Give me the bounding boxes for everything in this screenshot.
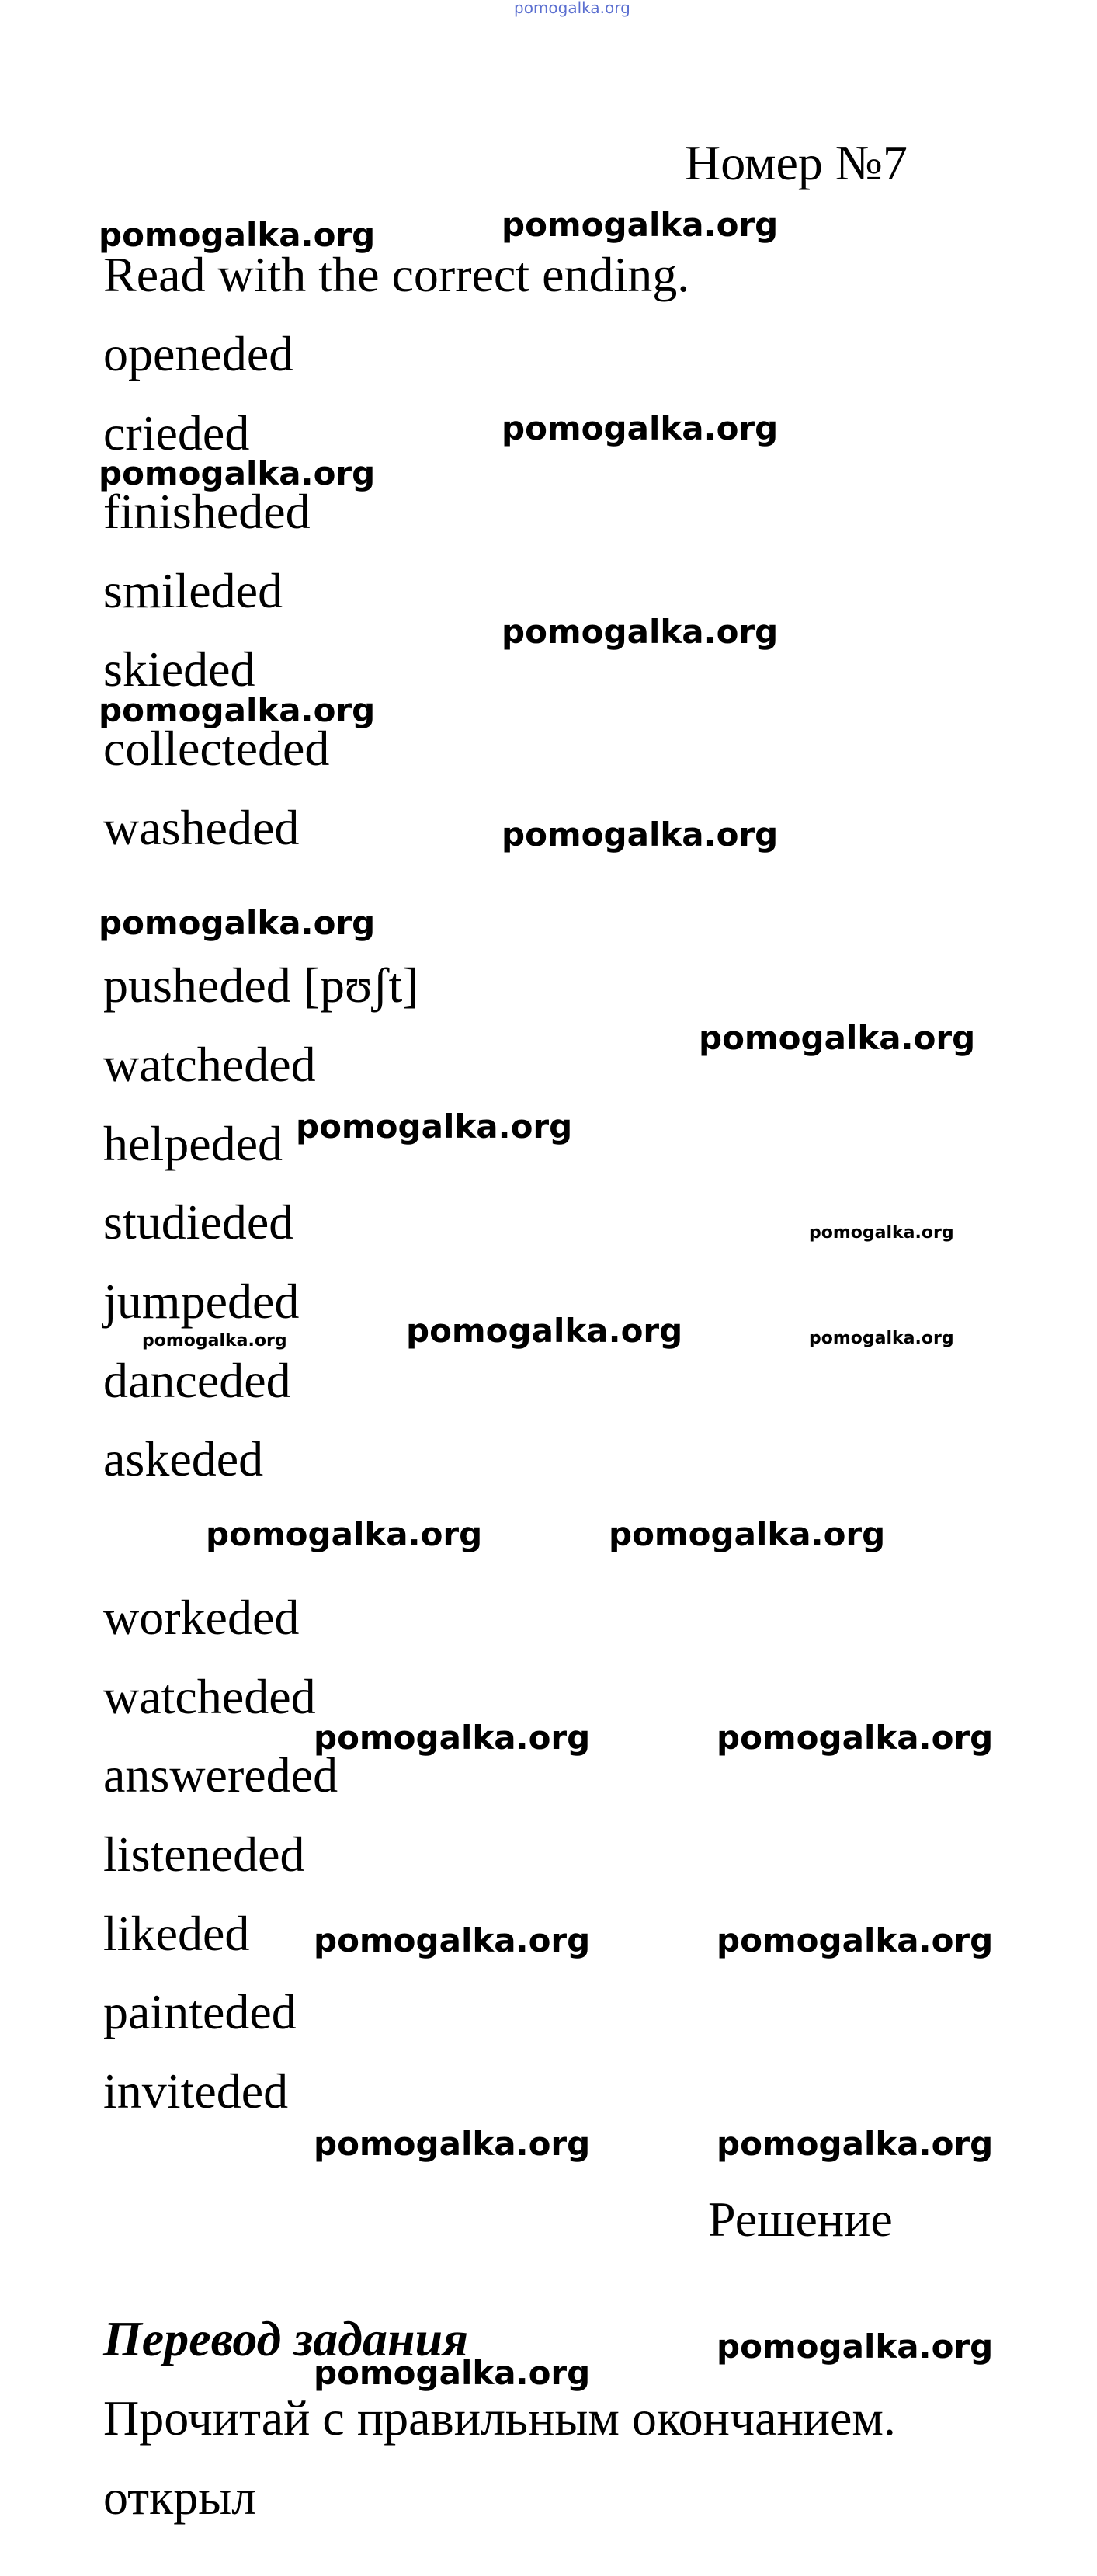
watermark: pomogalka.org xyxy=(206,1515,483,1553)
watermark: pomogalka.org xyxy=(502,613,779,651)
translation-first-word: открыл xyxy=(103,2470,257,2525)
word-item: skieded xyxy=(103,641,255,697)
watermark: pomogalka.org xyxy=(609,1515,886,1553)
translation-heading: Перевод задания xyxy=(103,2311,469,2366)
word-item: danceded xyxy=(103,1353,291,1408)
word-item: likeded xyxy=(103,1906,250,1961)
watermark: pomogalka.org xyxy=(99,904,376,942)
task-instruction: Read with the correct ending. xyxy=(103,247,690,302)
word-item: watcheded xyxy=(103,1037,316,1092)
word-item: helpeded xyxy=(103,1116,283,1171)
watermark: pomogalka.org xyxy=(502,206,779,244)
word-item: listeneded xyxy=(103,1827,305,1882)
word-item: collecteded xyxy=(103,721,330,776)
watermark: pomogalka.org xyxy=(314,2354,591,2392)
word-item: openeded xyxy=(103,326,294,381)
word-item: inviteded xyxy=(103,2063,289,2119)
word-item: painteded xyxy=(103,1984,297,2039)
watermark: pomogalka.org xyxy=(717,1719,994,1757)
word-item: studieded xyxy=(103,1194,294,1250)
solution-label: Решение xyxy=(708,2192,893,2247)
word-item: workeded xyxy=(103,1590,300,1645)
watermark: pomogalka.org xyxy=(142,1331,287,1351)
watermark: pomogalka.org xyxy=(406,1312,683,1350)
watermark: pomogalka.org xyxy=(314,1921,591,1959)
word-item: answereded xyxy=(103,1747,338,1803)
watermark: pomogalka.org xyxy=(717,2125,994,2163)
watermark: pomogalka.org xyxy=(717,2327,994,2366)
watermark: pomogalka.org xyxy=(99,454,376,492)
watermark: pomogalka.org xyxy=(809,1329,954,1348)
watermark: pomogalka.org xyxy=(699,1019,976,1057)
watermark: pomogalka.org xyxy=(502,815,779,853)
watermark: pomogalka.org xyxy=(809,1223,954,1243)
watermark: pomogalka.org xyxy=(296,1107,573,1145)
top-watermark: pomogalka.org xyxy=(514,0,630,17)
word-item: pusheded [pʊʃt] xyxy=(103,958,419,1013)
word-item: watcheded xyxy=(103,1669,316,1724)
watermark: pomogalka.org xyxy=(99,691,376,729)
word-item: washeded xyxy=(103,800,300,855)
watermark: pomogalka.org xyxy=(314,2125,591,2163)
word-item: finisheded xyxy=(103,484,311,539)
watermark: pomogalka.org xyxy=(99,216,376,254)
word-item: askeded xyxy=(103,1431,264,1486)
watermark: pomogalka.org xyxy=(314,1719,591,1757)
word-item: smileded xyxy=(103,563,283,618)
watermark: pomogalka.org xyxy=(717,1921,994,1959)
page-title: Номер №7 xyxy=(685,135,908,190)
translation-text: Прочитай с правильным окончанием. xyxy=(103,2390,896,2446)
watermark: pomogalka.org xyxy=(502,409,779,447)
word-item: jumpeded xyxy=(103,1274,300,1329)
word-item: crieded xyxy=(103,405,250,461)
